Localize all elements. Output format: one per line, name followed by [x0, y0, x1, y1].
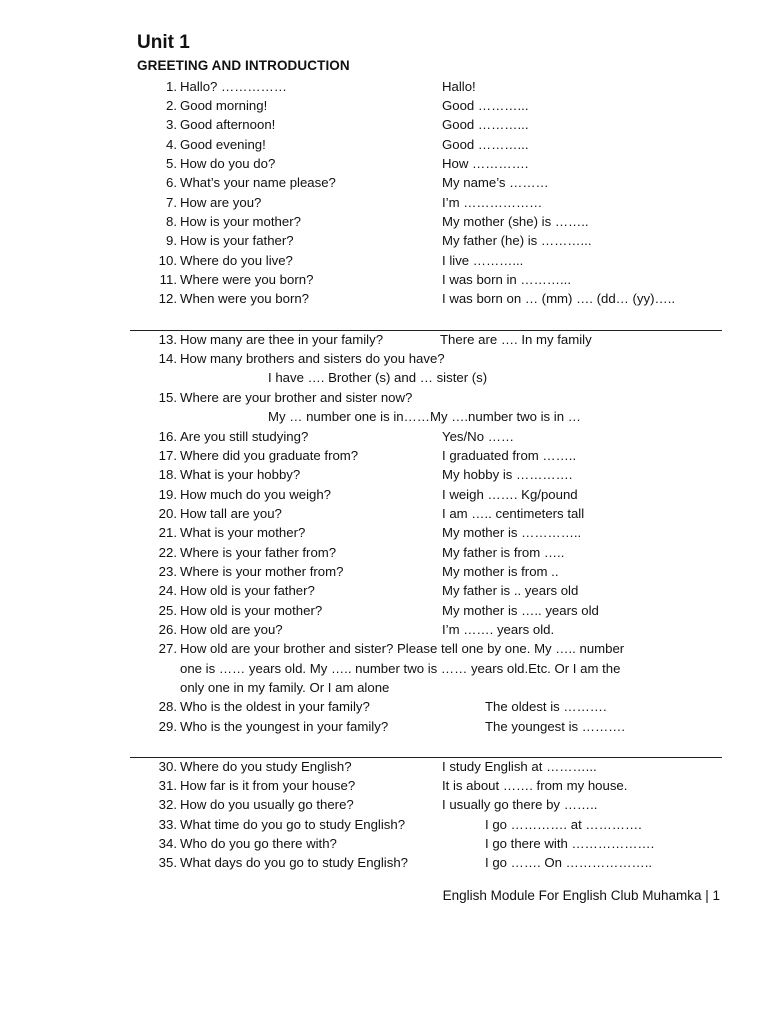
list-item: [0, 815, 768, 834]
item-number: 28.: [158, 699, 177, 714]
list-item: [0, 601, 768, 620]
item-answer: Hallo!: [442, 79, 476, 94]
item-answer: My mother is ….. years old: [442, 603, 599, 618]
list-item: [0, 465, 768, 484]
item-question: Who is the oldest in your family?: [180, 699, 370, 714]
list-item: [0, 115, 768, 134]
list-item: [0, 543, 768, 562]
page-footer: English Module For English Club Muhamka | 1: [442, 888, 720, 903]
item-number: 12.: [158, 291, 177, 306]
list-item: [0, 251, 768, 270]
list-item-continuation: [0, 659, 768, 678]
item-number: 9.: [166, 233, 177, 248]
item-answer: I live ………...: [442, 253, 524, 268]
item-answer: I go ……. On ………………..: [485, 855, 653, 870]
item-question: Where were you born?: [180, 272, 314, 287]
item-question: How much do you weigh?: [180, 487, 332, 502]
item-question: What is your hobby?: [180, 467, 301, 482]
item-answer: I was born on … (mm) …. (dd… (yy)…..: [442, 291, 676, 306]
item-question: Where did you graduate from?: [180, 448, 359, 463]
list-item: [0, 834, 768, 853]
list-item: [0, 349, 768, 368]
item-answer: Good ………...: [442, 98, 529, 113]
list-item: [0, 581, 768, 600]
item-question: How is your mother?: [180, 214, 301, 229]
item-number: 15.: [158, 390, 177, 405]
item-question: How old is your mother?: [180, 603, 323, 618]
item-number: 13.: [158, 332, 177, 347]
item-question: Hallo? ……………: [180, 79, 287, 94]
item-question: Where is your mother from?: [180, 564, 344, 579]
item-answer: I have …. Brother (s) and … sister (s): [268, 370, 488, 385]
list-item: [0, 154, 768, 173]
item-number: 11.: [159, 272, 177, 287]
item-question: Where is your father from?: [180, 545, 337, 560]
item-question: Where do you live?: [180, 253, 293, 268]
item-answer: I go …………. at ………….: [485, 817, 642, 832]
list-item: [0, 776, 768, 795]
item-question: How is your father?: [180, 233, 294, 248]
list-item: [0, 96, 768, 115]
item-question: Are you still studying?: [180, 429, 309, 444]
item-number: 3.: [166, 117, 177, 132]
item-answer: My hobby is ………….: [442, 467, 573, 482]
item-answer: I usually go there by ……..: [442, 797, 598, 812]
item-question: What’s your name please?: [180, 175, 336, 190]
list-item: [0, 193, 768, 212]
item-answer: My father (he) is ………...: [442, 233, 592, 248]
item-number: 4.: [166, 137, 177, 152]
item-question: How old is your father?: [180, 583, 315, 598]
item-number: 19.: [158, 487, 177, 502]
item-question: Who do you go there with?: [180, 836, 337, 851]
item-answer: My mother is from ..: [442, 564, 559, 579]
item-number: 32.: [158, 797, 177, 812]
item-answer: The youngest is ……….: [485, 719, 625, 734]
list-item: [0, 504, 768, 523]
list-item: [0, 620, 768, 639]
item-number: 16.: [158, 429, 177, 444]
item-number: 18.: [158, 467, 177, 482]
item-answer: There are …. In my family: [440, 332, 592, 347]
item-answer: My … number one is in……My ….number two is in …: [268, 409, 581, 424]
item-answer: Yes/No ……: [442, 429, 515, 444]
item-number: 34.: [158, 836, 177, 851]
item-question: How do you usually go there?: [180, 797, 354, 812]
item-question: How do you do?: [180, 156, 276, 171]
list-item: [0, 485, 768, 504]
item-answer: It is about ……. from my house.: [442, 778, 628, 793]
item-question: What days do you go to study English?: [180, 855, 408, 870]
list-item: [0, 289, 768, 308]
list-item: [0, 231, 768, 250]
item-question: What is your mother?: [180, 525, 306, 540]
list-item: [0, 639, 768, 658]
item-answer: I’m ……. years old.: [442, 622, 555, 637]
item-answer: The oldest is ……….: [485, 699, 607, 714]
item-number: 24.: [158, 583, 177, 598]
list-item: [0, 407, 768, 426]
item-question: How tall are you?: [180, 506, 282, 521]
item-number: 29.: [158, 719, 177, 734]
list-item: [0, 77, 768, 96]
item-answer: I was born in ………...: [442, 272, 571, 287]
list-item: [0, 368, 768, 387]
item-question: Who is the youngest in your family?: [180, 719, 389, 734]
item-number: 25.: [158, 603, 177, 618]
item-number: 31.: [158, 778, 177, 793]
item-number: 22.: [158, 545, 177, 560]
item-answer: I study English at ………...: [442, 759, 597, 774]
item-number: 1.: [166, 79, 177, 94]
list-item: [0, 173, 768, 192]
list-item: [0, 853, 768, 872]
list-item: [0, 523, 768, 542]
item-question: only one in my family. Or I am alone: [180, 680, 390, 695]
item-answer: My father is .. years old: [442, 583, 579, 598]
item-question: What time do you go to study English?: [180, 817, 406, 832]
list-item: [0, 562, 768, 581]
item-question: How many are thee in your family?: [180, 332, 384, 347]
item-number: 33.: [158, 817, 177, 832]
list-item: [0, 270, 768, 289]
item-question: When were you born?: [180, 291, 310, 306]
item-number: 5.: [166, 156, 177, 171]
list-item: [0, 757, 768, 776]
item-answer: I weigh ……. Kg/pound: [442, 487, 578, 502]
item-question: one is …… years old. My ….. number two is …… years old.Etc. Or I am the: [180, 661, 621, 676]
item-question: Where do you study English?: [180, 759, 352, 774]
list-item: [0, 427, 768, 446]
item-number: 23.: [158, 564, 177, 579]
item-answer: Good ………...: [442, 117, 529, 132]
list-item-continuation: [0, 678, 768, 697]
item-answer: I am ….. centimeters tall: [442, 506, 585, 521]
list-item: [0, 212, 768, 231]
item-number: 10.: [158, 253, 177, 268]
item-answer: My mother (she) is ……..: [442, 214, 589, 229]
item-number: 2.: [166, 98, 177, 113]
list-item: [0, 135, 768, 154]
item-number: 7.: [166, 195, 177, 210]
section-title: GREETING AND INTRODUCTION: [137, 58, 350, 73]
item-question: How many brothers and sisters do you have?: [180, 351, 445, 366]
item-answer: I go there with ……………….: [485, 836, 655, 851]
item-answer: My father is from …..: [442, 545, 565, 560]
item-number: 30.: [158, 759, 177, 774]
item-question: How old are you?: [180, 622, 283, 637]
item-number: 21.: [158, 525, 177, 540]
item-answer: Good ………...: [442, 137, 529, 152]
item-question: Where are your brother and sister now?: [180, 390, 413, 405]
item-question: How old are your brother and sister? Please tell one by one. My ….. number: [180, 641, 625, 656]
item-number: 14.: [158, 351, 177, 366]
item-number: 35.: [158, 855, 177, 870]
item-number: 6.: [166, 175, 177, 190]
item-number: 17.: [158, 448, 177, 463]
list-item: [0, 717, 768, 736]
item-answer: My mother is …………..: [442, 525, 582, 540]
list-item: [0, 446, 768, 465]
item-number: 27.: [158, 641, 177, 656]
item-number: 20.: [158, 506, 177, 521]
item-number: 8.: [166, 214, 177, 229]
item-answer: My name’s ………: [442, 175, 549, 190]
item-question: Good morning!: [180, 98, 268, 113]
unit-title: Unit 1: [137, 32, 190, 53]
list-item: [0, 697, 768, 716]
item-answer: I graduated from ……..: [442, 448, 577, 463]
item-answer: How ………….: [442, 156, 529, 171]
list-item: [0, 330, 768, 349]
item-question: How are you?: [180, 195, 262, 210]
item-question: Good afternoon!: [180, 117, 276, 132]
item-answer: I’m ………………: [442, 195, 543, 210]
item-number: 26.: [158, 622, 177, 637]
item-question: How far is it from your house?: [180, 778, 356, 793]
list-item: [0, 388, 768, 407]
item-question: Good evening!: [180, 137, 266, 152]
list-item: [0, 795, 768, 814]
